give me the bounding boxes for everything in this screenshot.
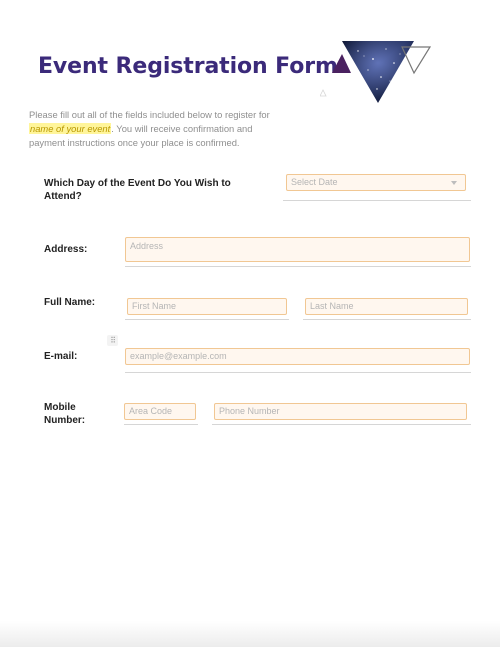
intro-text-start: Please fill out all of the fields included below to register for: [29, 109, 270, 120]
address-input[interactable]: [125, 237, 470, 262]
area-code-divider: [124, 424, 198, 425]
event-name-highlight: name of your event: [30, 123, 111, 134]
last-name-placeholder: Last Name: [310, 301, 354, 311]
intro-text-end: . You will receive confirmation and payment instructions once your place is confirmed.: [29, 123, 253, 148]
address-label: Address:: [44, 244, 88, 255]
star-icon: [357, 50, 358, 51]
star-icon: [367, 69, 368, 70]
full-name-label: Full Name:: [44, 297, 96, 308]
event-day-label: Which Day of the Event Do You Wish to Attend?: [44, 178, 231, 202]
area-code-placeholder: Area Code: [129, 406, 173, 416]
event-day-placeholder: Select Date: [291, 177, 338, 187]
star-icon: [380, 76, 382, 78]
small-outline-triangle-icon: [320, 90, 326, 96]
phone-number-divider: [212, 424, 471, 425]
star-icon: [400, 54, 401, 55]
first-name-input[interactable]: [127, 298, 287, 315]
email-placeholder: example@example.com: [130, 351, 227, 361]
star-icon: [385, 48, 386, 49]
event-day-divider: [283, 200, 471, 201]
address-divider: [125, 266, 471, 267]
star-icon: [393, 62, 395, 64]
first-name-placeholder: First Name: [132, 301, 177, 311]
phone-number-placeholder: Phone Number: [219, 406, 280, 416]
star-icon: [390, 81, 391, 82]
drag-handle-icon[interactable]: ⠿: [107, 335, 118, 346]
chevron-down-icon: [451, 181, 457, 185]
purple-triangle-icon: [332, 54, 351, 73]
last-name-input[interactable]: [305, 298, 468, 315]
page-title: Event Registration Form: [38, 54, 338, 79]
header-artwork: [320, 39, 435, 109]
address-placeholder: Address: [130, 241, 164, 251]
first-name-divider: [125, 319, 289, 320]
mobile-label: Mobile Number:: [44, 402, 86, 426]
email-input[interactable]: [125, 348, 470, 365]
last-name-divider: [303, 319, 471, 320]
star-icon: [364, 56, 365, 57]
event-day-select[interactable]: [286, 174, 466, 191]
form-intro: [29, 108, 279, 150]
star-icon: [376, 88, 377, 89]
email-divider: [125, 372, 471, 373]
page-bottom-shadow: [0, 621, 500, 647]
star-icon: [372, 58, 374, 60]
area-code-input[interactable]: [124, 403, 196, 420]
phone-number-input[interactable]: [214, 403, 467, 420]
email-label: E-mail:: [44, 351, 78, 362]
